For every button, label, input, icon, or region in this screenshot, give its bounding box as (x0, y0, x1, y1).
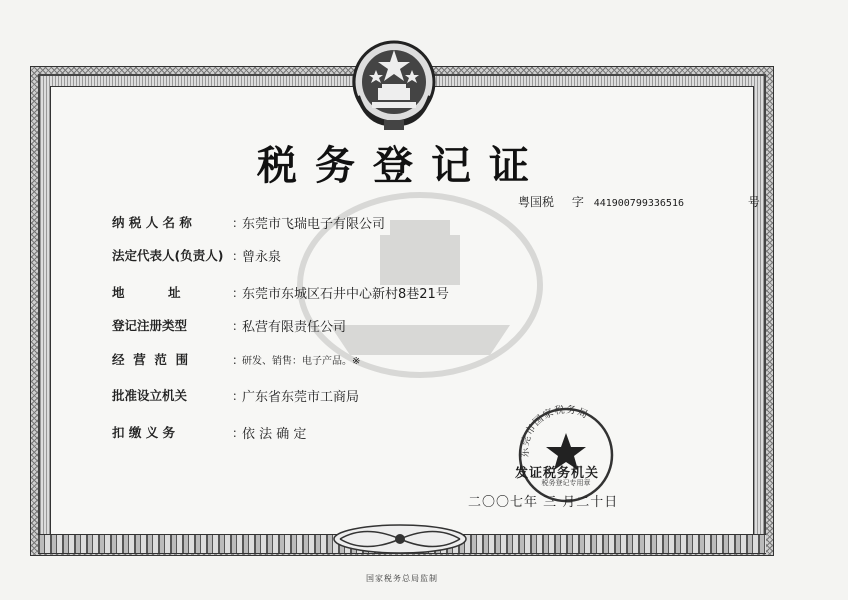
field-row-taxpayer-name (112, 212, 385, 232)
field-label: 经 营 范 围 (112, 352, 189, 367)
field-label: 地 址 (112, 285, 181, 300)
field-value: 东莞市东城区石井中心新村8巷21号 (242, 286, 449, 302)
footer-supervision: 国家税务总局监制 (366, 574, 438, 583)
field-colon: ： (232, 318, 245, 333)
field-colon: ： (232, 352, 245, 367)
field-label: 扣 缴 义 务 (112, 425, 176, 440)
field-value: 广东省东莞市工商局 (242, 389, 360, 405)
field-label: 批准设立机关 (112, 388, 188, 403)
field-value: 研发、销售：电子产品。※ (242, 355, 361, 367)
field-label: 登记注册类型 (112, 318, 188, 333)
tax-number-prefix: 粤国税 (518, 195, 555, 209)
field-value: 私营有限责任公司 (242, 319, 347, 335)
national-emblem-icon (348, 36, 440, 132)
certificate-title: 税务登记证 (257, 142, 547, 189)
seal-subtext: 税务登记专用章 (541, 479, 591, 487)
field-colon: ： (232, 388, 245, 403)
field-label: 纳 税 人 名 称 (112, 215, 192, 230)
field-row-address (112, 282, 449, 302)
tax-number-suffix: 号 (747, 195, 760, 209)
tax-number-char: 字 (571, 195, 584, 209)
field-colon: ： (232, 248, 245, 263)
seal-text: 东莞市国家税务局 (519, 405, 591, 458)
field-row-withholding-obligation (112, 422, 306, 442)
field-colon: ： (232, 215, 245, 230)
bottom-ornament-icon (330, 524, 470, 554)
field-row-business-scope (112, 349, 360, 369)
field-colon: ： (232, 285, 245, 300)
field-row-registration-type (112, 315, 346, 335)
field-colon: ： (232, 425, 245, 440)
field-row-legal-representative (112, 245, 281, 265)
field-value: 依 法 确 定 (242, 426, 307, 442)
tax-number: 441900799336516 (593, 198, 684, 209)
field-label: 法定代表人(负责人) (112, 248, 224, 263)
issuing-authority: 发证税务机关 (515, 466, 600, 481)
field-row-approval-authority (112, 385, 359, 405)
field-value: 东莞市飞瑞电子有限公司 (242, 216, 386, 232)
official-seal-icon (516, 405, 616, 505)
tax-number-line (518, 193, 760, 210)
field-value: 曾永泉 (242, 249, 282, 265)
issue-date: 二〇〇七年 三 月二十日 (468, 495, 619, 510)
